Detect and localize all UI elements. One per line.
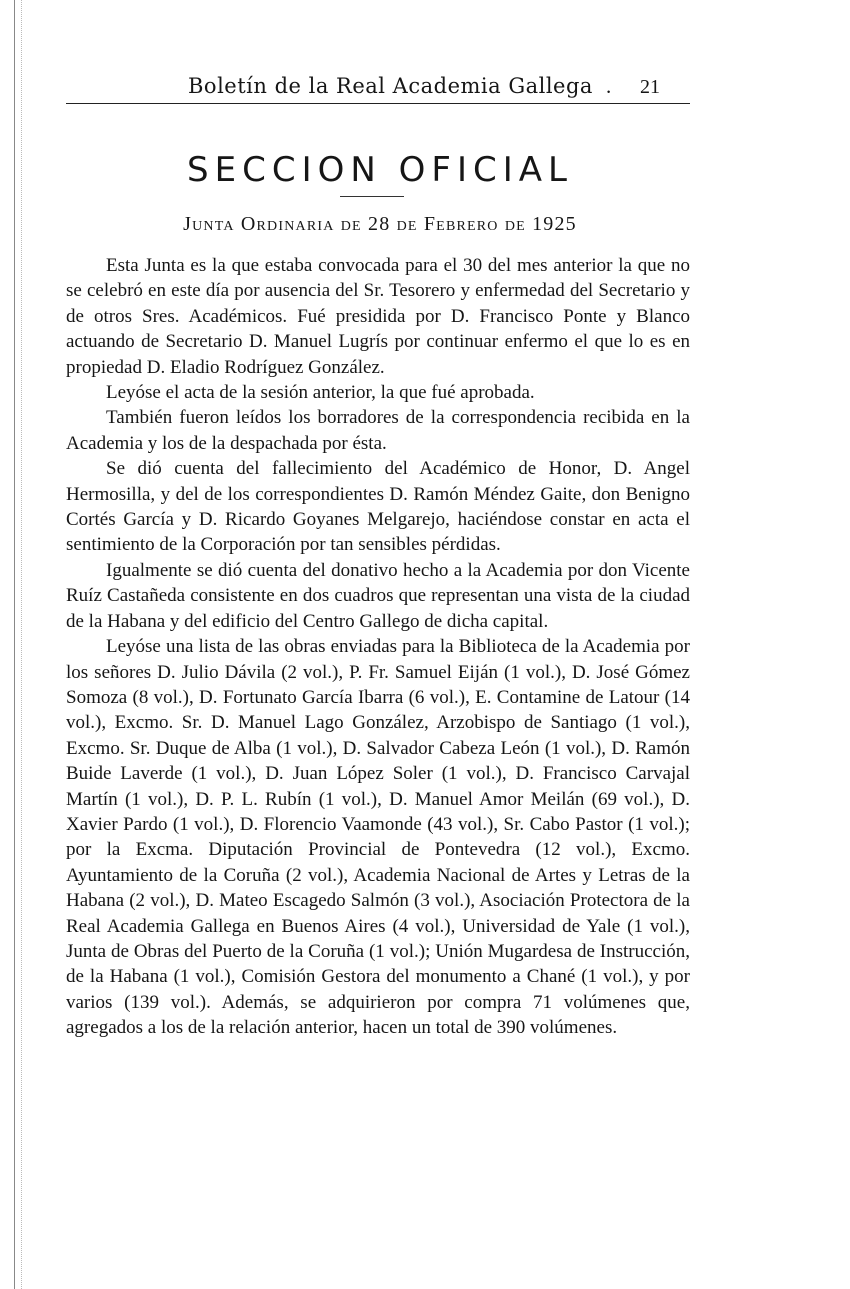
paragraph-library-list: Leyóse una lista de las obras enviadas para la Biblioteca de la Academia por los señores D. Julio Dávila (2 vol.), P. Fr. Samuel Eiján (1 vol.), D. José Gómez Somoza (8 vol.), D. Fortunato García Ibarra (6 vol.), E. Contamine de Latour (14 vol.), Excmo. Sr. D. Manuel Lago González, Arzobispo de Santiago (1 vol.), Excmo. Sr. Duque de Alba (1 vol.), D. Salvador Cabeza León (1 vol.), D. Ramón Buide Laverde (1 vol.), D. Juan López Soler (1 vol.), D. Francisco Carvajal Martín (1 vol.), D. P. L. Rubín (1 vol.), D. Manuel Amor Meilán (69 vol.), D. Xavier Pardo (1 vol.), D. Florencio Vaamonde (43 vol.), Sr. Cabo Pastor (1 vol.); por la Excma. Diputación Provincial de Pontevedra (12 vol.), Excmo. Ayuntamiento de la Coruña (2 vol.), Academia Nacional de Artes y Letras de la Habana (2 vol.), D. Mateo Escagedo Salmón (3 vol.), Asociación Protectora de la Real Academia Gallega en Buenos Aires (4 vol.), Universidad de Yale (1 vol.), Junta de Obras del Puerto de la Coruña (1 vol.); Unión Mugardesa de Instrucción, de la Habana (1 vol.), Comisión Gestora del monumento a Chané (1 vol.), y por varios (139 vol.). Además, se adquirieron por compra 71 volúmenes que, agregados a los de la relación anterior, hacen un total de 390 volúmenes.: [66, 636, 690, 1039]
running-header: [66, 70, 694, 104]
journal-title: Boletín de la Real Academia Gallega: [188, 74, 593, 98]
paragraph-obituaries: Se dió cuenta del fallecimiento del Académico de Honor, D. Angel Hermosilla, y del de los correspondientes D. Ramón Méndez Gaite, don Benigno Cortés García y D. Ricardo Goyanes Melgarejo, haciéndose constar en acta el sentimiento de la Corporación por tan sensibles pérdidas.: [66, 458, 690, 556]
section-title: SECCION OFICIAL: [187, 150, 573, 190]
minutes-body: [66, 253, 690, 1041]
header-dot: .: [606, 74, 612, 98]
paragraph-minutes-approved: Leyóse el acta de la sesión anterior, la que fué aprobada.: [106, 382, 535, 404]
paragraph-correspondence: También fueron leídos los borradores de la correspondencia recibida en la Academia y los de la despachada por ésta.: [66, 407, 690, 454]
meeting-subheading: Junta Ordinaria de 28 de Febrero de 1925: [183, 213, 577, 235]
page-binding-edge: [14, 0, 22, 1289]
title-rule: [340, 196, 404, 197]
paragraph-donation: Igualmente se dió cuenta del donativo hecho a la Academia por don Vicente Ruíz Castañeda consistente en dos cuadros que representan una vista de la ciudad de la Habana y del edificio del Centro Gallego de dicha capital.: [66, 559, 690, 632]
paragraph-convocation: Esta Junta es la que estaba convocada para el 30 del mes anterior la que no se celebró en este día por ausencia del Sr. Tesorero y enfermedad del Secretario y de otros Sres. Académicos. Fué presidida por D. Francisco Ponte y Blanco actuando de Secretario D. Manuel Lugrís por continuar enfermo el que lo es en propiedad D. Eladio Rodríguez González.: [66, 255, 690, 378]
page-number: 21: [640, 76, 660, 98]
header-rule: [66, 103, 690, 104]
